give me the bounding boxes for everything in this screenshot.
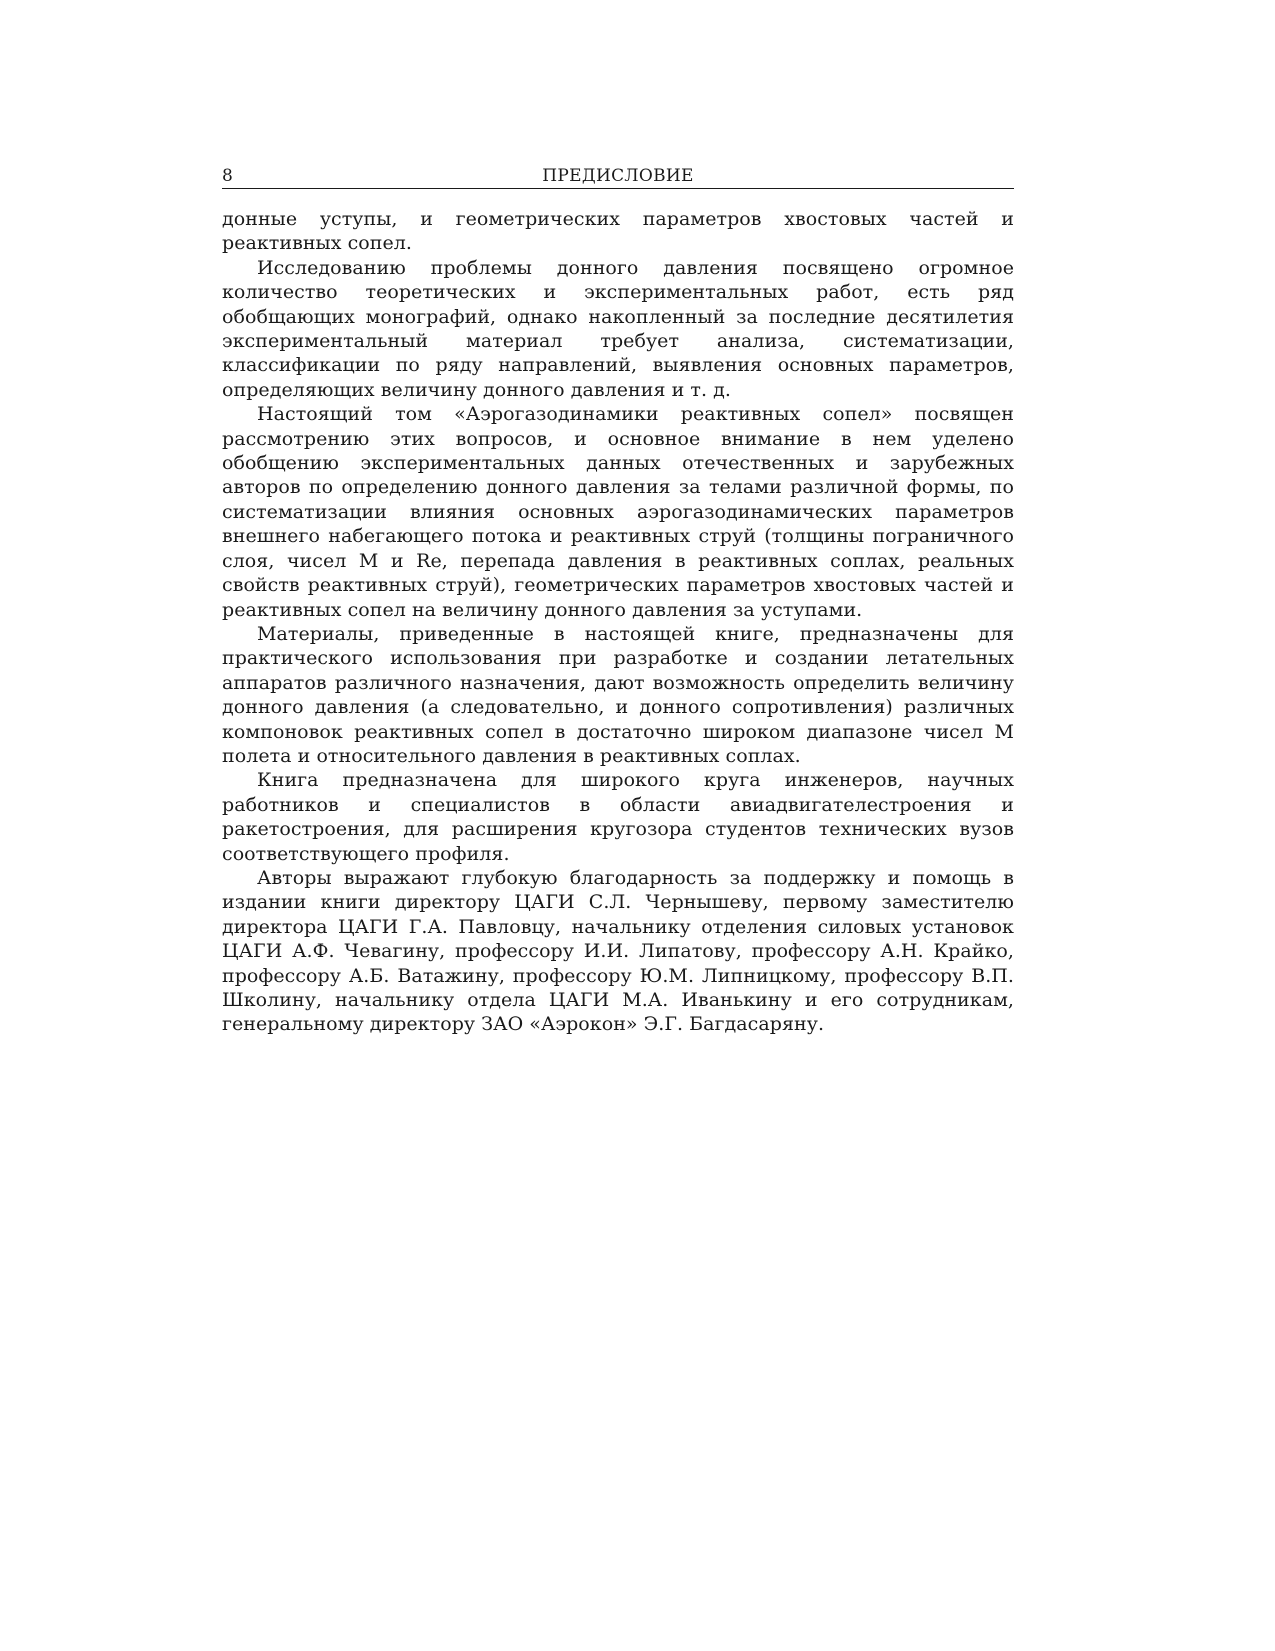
running-header [222, 165, 1014, 189]
paragraph-volume-scope: Настоящий том «Аэрогазодинамики реактивных сопел» посвящен рассмотрению этих вопросов, и основное внимание в нем уделено обобщению экспериментальных данных отечественных и зарубежных авторов по определению донного давления за телами различной формы, по систематизации влияния основных аэрогазодинамических параметров внешнего набегающего потока и реактивных струй (толщины пограничного слоя, чисел M и Re, перепада давления в реактивных соплах, реальных свойств реактивных струй), геометрических параметров хвостовых частей и реактивных сопел на величину донного давления за уступами. [222, 403, 1014, 621]
page-number: 8 [222, 166, 233, 186]
paragraph-continuation: донные уступы, и геометрических параметров хвостовых частей и реактивных сопел. [222, 208, 1014, 255]
paragraph-acknowledgements: Авторы выражают глубокую благодарность за поддержку и помощь в издании книги директору ЦАГИ С.Л. Чернышеву, первому заместителю директора ЦАГИ Г.А. Павловцу, начальнику отделения силовых установок ЦАГИ А.Ф. Чевагину, профессору И.И. Липатову, профессору А.Н. Крайко, профессору А.Б. Ватажину, профессору Ю.М. Липницкому, профессору В.П. Школину, начальнику отдела ЦАГИ М.А. Иванькину и его сотрудникам, генеральному директору ЗАО «Аэрокон» Э.Г. Багдасаряну. [222, 866, 1014, 1036]
paragraph-materials-purpose: Материалы, приведенные в настоящей книге, предназначены для практического использования при разработке и создании летательных аппаратов различного назначения, дают возможность определить величину донного давления (а следовательно, и донного сопротивления) различных компоновок реактивных сопел в достаточно широком диапазоне чисел M полета и относительного давления в реактивных соплах. [222, 622, 1014, 767]
section-title: ПРЕДИСЛОВИЕ [542, 166, 694, 186]
document-page [222, 165, 1014, 1037]
paragraph-research-problem: Исследованию проблемы донного давления посвящено огромное количество теоретических и экспериментальных работ, есть ряд обобщающих монографий, однако накопленный за последние десятилетия экспериментальный материал требует анализа, систематизации, классификации по ряду направлений, выявления основных параметров, определяющих величину донного давления и т. д. [222, 256, 1014, 401]
paragraph-audience: Книга предназначена для широкого круга инженеров, научных работников и специалистов в области авиадвигателестроения и ракетостроения, для расширения кругозора студентов технических вузов соответствующего профиля. [222, 769, 1014, 865]
body-text [222, 207, 1014, 1037]
